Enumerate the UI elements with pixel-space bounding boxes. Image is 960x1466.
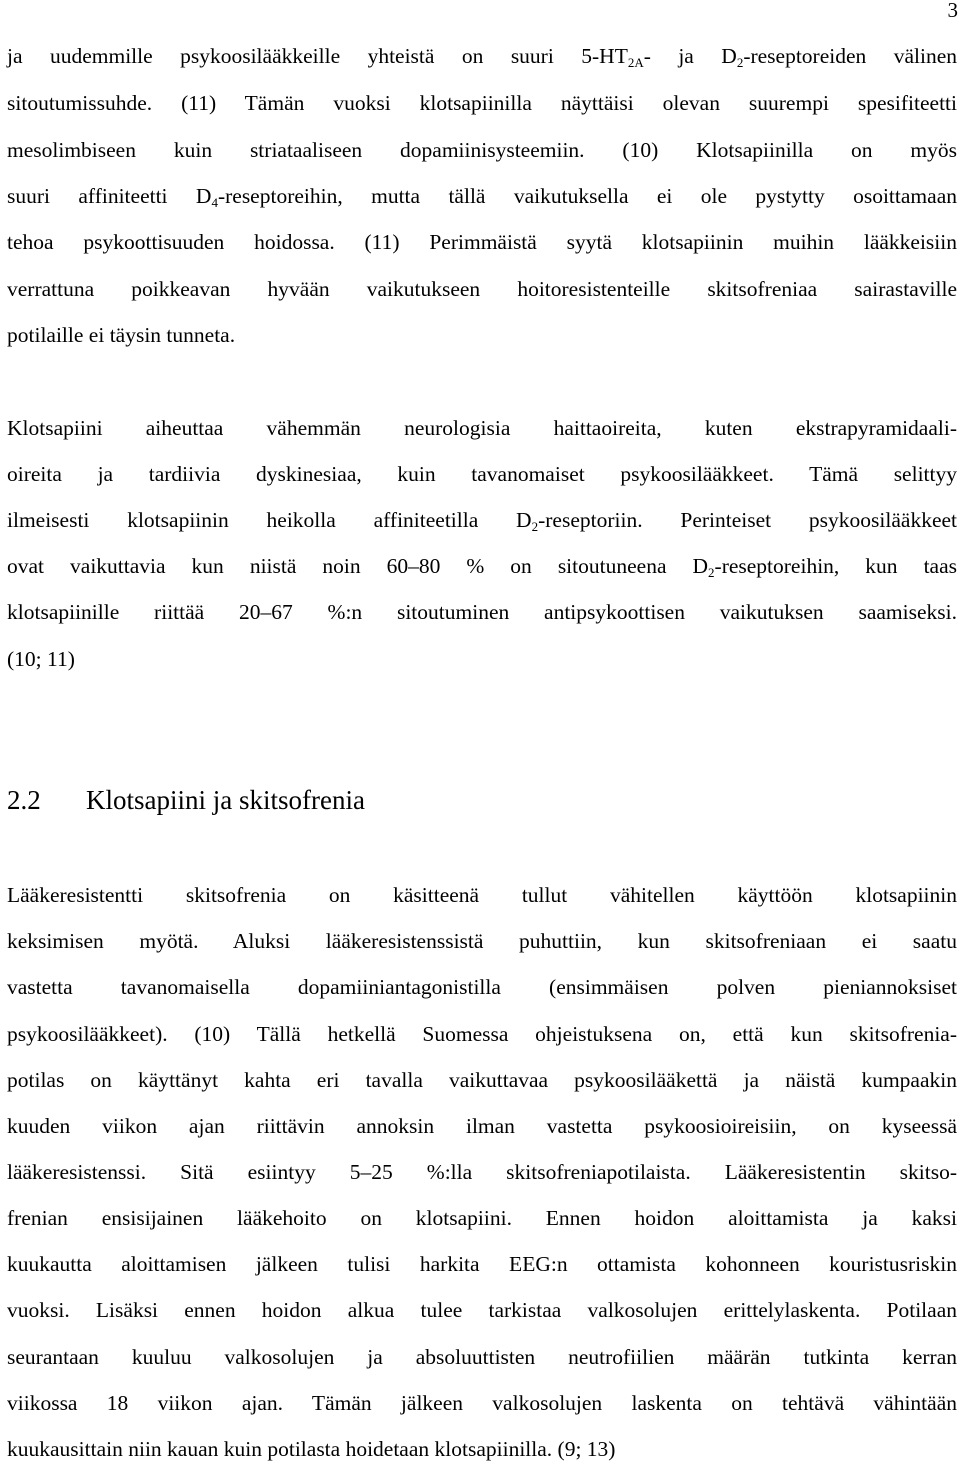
text-fragment: ovat vaikuttavia kun niistä noin 60–80 % on sitoutuneena D: [7, 554, 709, 578]
paragraph-2-line-4: [7, 552, 957, 580]
text-fragment: ilmeisesti klotsapiinin heikolla affiniteetilla D: [7, 508, 532, 532]
paragraph-2-line-5: klotsapiinille riittää 20–67 %:n sitoutuminen antipsykoottisen vaikutuksen saamiseksi.: [7, 600, 957, 624]
paragraph-3-line-11: seurantaan kuuluu valkosolujen ja absoluuttisten neutrofiilien määrän tutkinta kerran: [7, 1345, 957, 1369]
paragraph-2-line-2: oireita ja tardiivia dyskinesiaa, kuin tavanomaiset psykoosilääkkeet. Tämä selittyy: [7, 462, 957, 486]
subscript: 2: [708, 565, 715, 580]
subscript: 2: [531, 519, 539, 534]
paragraph-1-line-7: potilaille ei täysin tunneta.: [7, 323, 236, 347]
text-fragment: - ja D: [643, 44, 737, 68]
text-fragment: -reseptoreihin, mutta tällä vaikutuksella ei ole pystytty osoittamaan: [217, 184, 957, 208]
paragraph-3-line-2: keksimisen myötä. Aluksi lääkeresistenssistä puhuttiin, kun skitsofreniaan ei saatu: [7, 929, 957, 953]
paragraph-1-line-1: [7, 42, 957, 70]
paragraph-3-line-3: vastetta tavanomaisella dopamiiniantagonistilla (ensimmäisen polven pieniannoksiset: [7, 975, 957, 999]
paragraph-3-line-13: kuukausittain niin kauan kuin potilasta hoidetaan klotsapiinilla. (9; 13): [7, 1437, 616, 1461]
paragraph-2-line-1: Klotsapiini aiheuttaa vähemmän neurologisia haittaoireita, kuten ekstrapyramidaali-: [7, 416, 957, 440]
paragraph-1-line-5: tehoa psykoottisuuden hoidossa. (11) Perimmäistä syytä klotsapiinin muihin lääkkeisiin: [7, 230, 957, 254]
paragraph-1-line-6: verrattuna poikkeavan hyvään vaikutukseen hoitoresistenteille skitsofreniaa sairastaville: [7, 277, 957, 301]
text-fragment: -reseptoreiden välinen: [743, 44, 957, 68]
section-heading: [7, 783, 365, 817]
subscript: 2: [736, 55, 744, 70]
text-fragment: -reseptoriin. Perinteiset psykoosilääkkeet: [538, 508, 957, 532]
paragraph-3-line-10: vuoksi. Lisäksi ennen hoidon alkua tulee tarkistaa valkosolujen erittelylaskenta. Potilaan: [7, 1298, 957, 1322]
paragraph-3-line-8: frenian ensisijainen lääkehoito on klotsapiini. Ennen hoidon aloittamista ja kaksi: [7, 1206, 957, 1230]
subscript: 2A: [627, 55, 644, 70]
paragraph-1-line-3: mesolimbiseen kuin striataaliseen dopamiinisysteemiin. (10) Klotsapiinilla on myös: [7, 138, 957, 162]
paragraph-3-line-7: lääkeresistenssi. Sitä esiintyy 5–25 %:lla skitsofreniapotilaista. Lääkeresistentin skitso-: [7, 1160, 957, 1184]
text-fragment: -reseptoreihin, kun taas: [714, 554, 957, 578]
paragraph-3-line-4: psykoosilääkkeet). (10) Tällä hetkellä Suomessa ohjeistuksena on, että kun skitsofrenia-: [7, 1022, 957, 1046]
paragraph-3-line-1: Lääkeresistentti skitsofrenia on käsitteenä tullut vähitellen käyttöön klotsapiinin: [7, 883, 957, 907]
paragraph-2-line-6: (10; 11): [7, 647, 75, 671]
section-title: Klotsapiini ja skitsofrenia: [86, 785, 365, 815]
paragraph-3-line-12: viikossa 18 viikon ajan. Tämän jälkeen valkosolujen laskenta on tehtävä vähintään: [7, 1391, 957, 1415]
paragraph-2-line-3: [7, 506, 957, 534]
subscript: 4: [211, 195, 218, 210]
paragraph-1-line-4: [7, 182, 957, 210]
paragraph-3-line-5: potilas on käyttänyt kahta eri tavalla vaikuttavaa psykoosilääkettä ja näistä kumpaakin: [7, 1068, 957, 1092]
page-number: 3: [947, 0, 958, 22]
section-number: 2.2: [7, 785, 41, 815]
text-fragment: ja uudemmille psykoosilääkkeille yhteistä on suuri 5-HT: [7, 44, 628, 68]
text-fragment: suuri affiniteetti D: [7, 184, 212, 208]
paragraph-1-line-2: sitoutumissuhde. (11) Tämän vuoksi klotsapiinilla näyttäisi olevan suurempi spesifiteetti: [7, 91, 957, 115]
paragraph-3-line-9: kuukautta aloittamisen jälkeen tulisi harkita EEG:n ottamista kohonneen kouristusriskin: [7, 1252, 957, 1276]
paragraph-3-line-6: kuuden viikon ajan riittävin annoksin ilman vastetta psykoosioireisiin, on kyseessä: [7, 1114, 957, 1138]
